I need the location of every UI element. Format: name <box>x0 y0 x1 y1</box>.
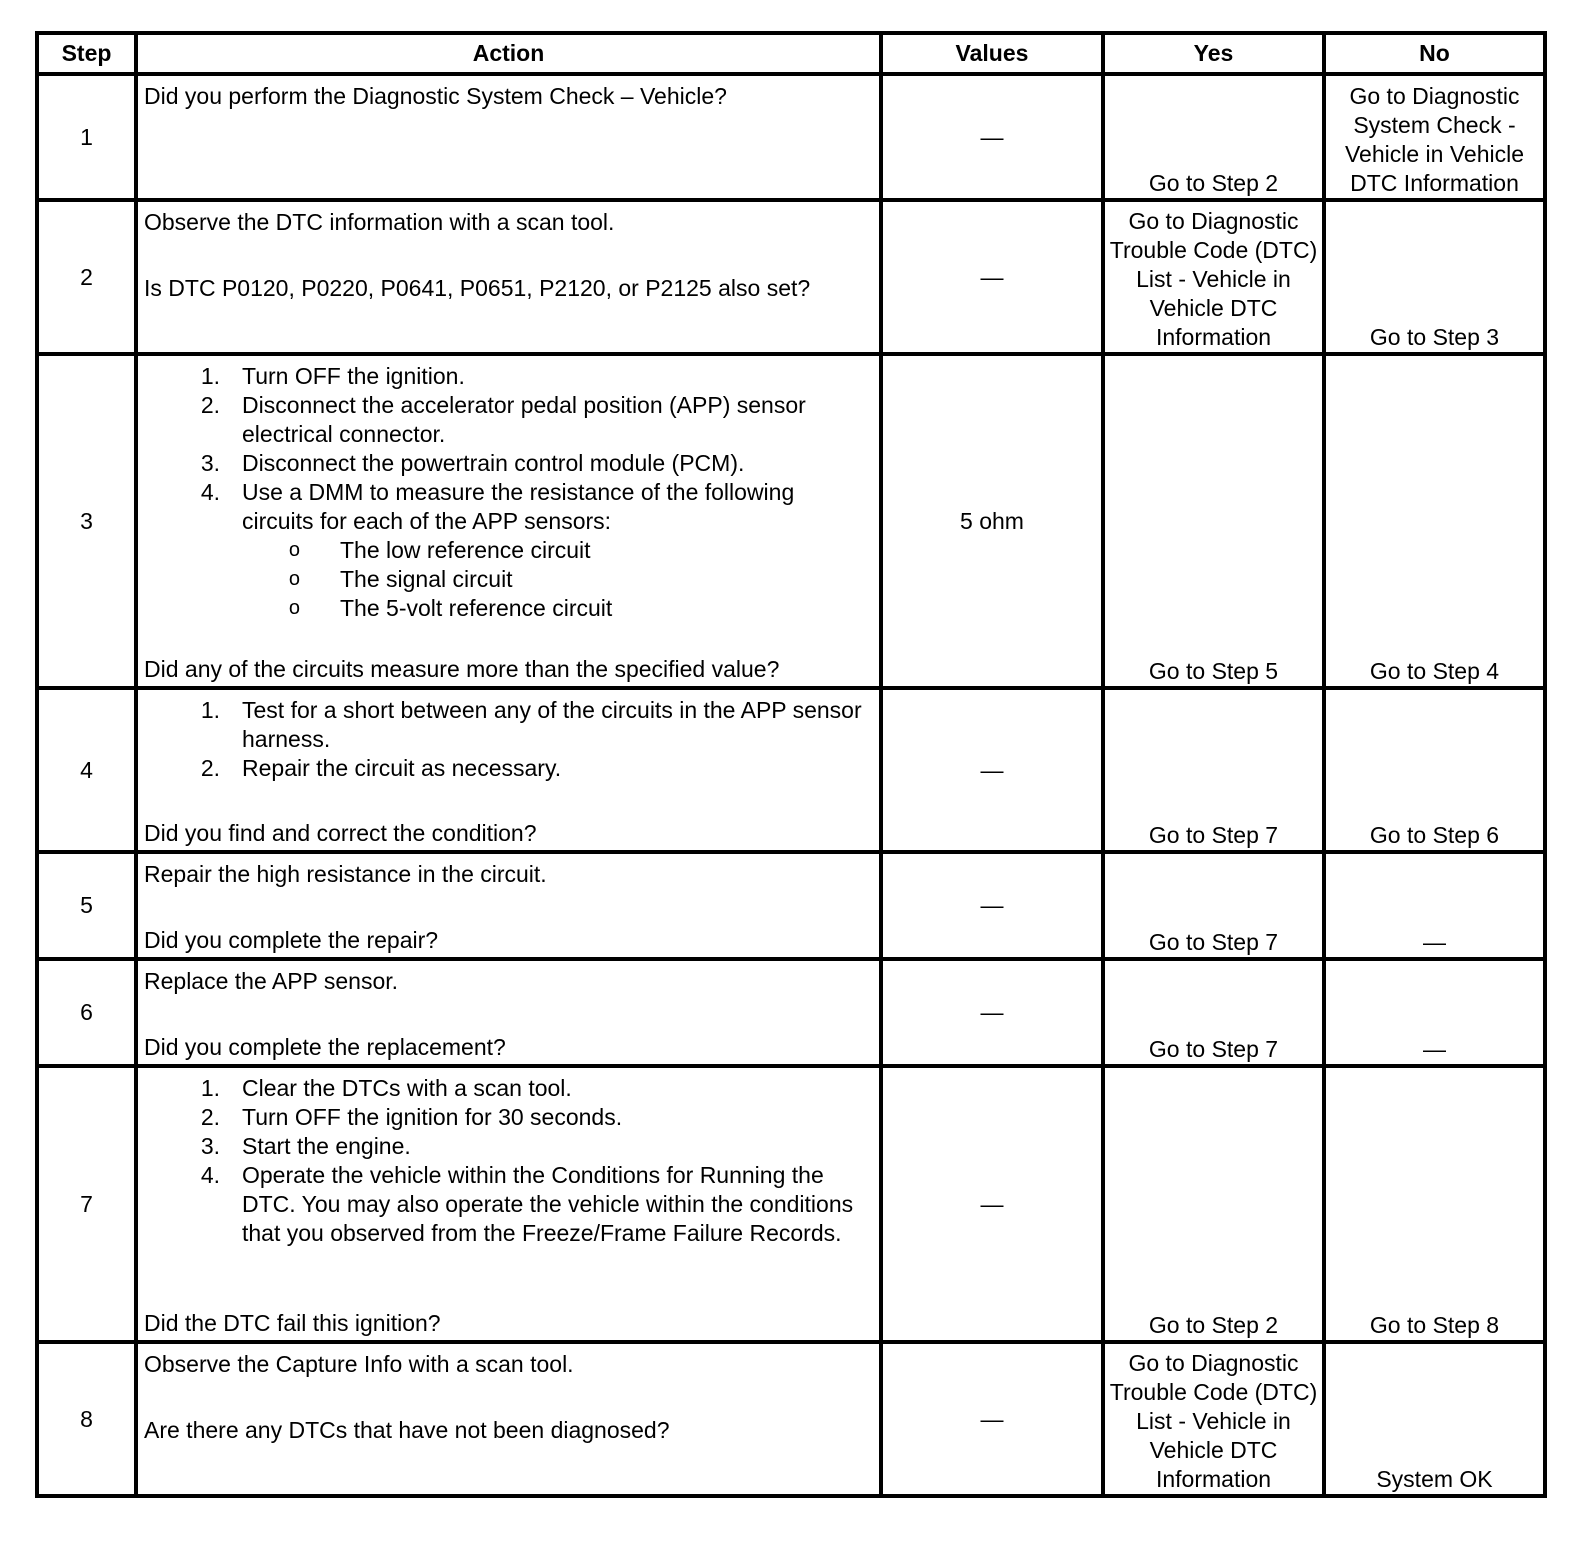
step-number: 2 <box>37 200 136 354</box>
list-number: 1. <box>200 697 220 723</box>
action-cell <box>136 959 881 1066</box>
action-cell <box>136 688 881 852</box>
no-cell: System OK <box>1324 1342 1545 1496</box>
list-number: 1. <box>200 1075 220 1101</box>
sub-list-item <box>144 536 873 565</box>
step-number: 3 <box>37 354 136 688</box>
no-cell: — <box>1324 852 1545 959</box>
header-values: Values <box>881 33 1103 74</box>
list-text: Turn OFF the ignition for 30 seconds. <box>242 1104 623 1130</box>
action-question: Did the DTC fail this ignition? <box>144 1310 441 1336</box>
list-text: Disconnect the accelerator pedal position (APP) sensor electrical connector. <box>242 392 806 447</box>
action-question: Did you complete the replacement? <box>144 1034 506 1060</box>
header-yes: Yes <box>1103 33 1324 74</box>
list-text: Turn OFF the ignition. <box>242 363 465 389</box>
list-item <box>144 362 873 391</box>
header-row <box>37 33 1545 74</box>
yes-cell: Go to Step 5 <box>1103 354 1324 688</box>
list-text: Use a DMM to measure the resistance of the following circuits for each of the APP sensors: <box>242 479 795 534</box>
table-row <box>37 1342 1545 1496</box>
header-no: No <box>1324 33 1545 74</box>
table-row <box>37 852 1545 959</box>
table-row <box>37 959 1545 1066</box>
action-intro: Repair the high resistance in the circuit. <box>144 861 547 887</box>
procedure-list <box>144 1074 873 1248</box>
list-text: The low reference circuit <box>340 537 591 563</box>
sub-list <box>144 536 873 623</box>
step-number: 4 <box>37 688 136 852</box>
values-cell: — <box>881 1342 1103 1496</box>
action-intro: Observe the DTC information with a scan tool. <box>144 209 615 235</box>
action-cell <box>136 74 881 200</box>
values-cell: 5 ohm <box>881 354 1103 688</box>
no-cell: Go to Step 6 <box>1324 688 1545 852</box>
action-intro: Did you perform the Diagnostic System Check – Vehicle? <box>144 83 727 109</box>
yes-cell: Go to Diagnostic Trouble Code (DTC) List - Vehicle in Vehicle DTC Information <box>1103 200 1324 354</box>
list-text: Test for a short between any of the circuits in the APP sensor harness. <box>242 697 862 752</box>
procedure-list <box>144 696 873 783</box>
yes-cell: Go to Diagnostic Trouble Code (DTC) List - Vehicle in Vehicle DTC Information <box>1103 1342 1324 1496</box>
table-row <box>37 354 1545 688</box>
step-number: 1 <box>37 74 136 200</box>
values-cell: — <box>881 688 1103 852</box>
no-cell: Go to Step 3 <box>1324 200 1545 354</box>
list-text: Start the engine. <box>242 1133 411 1159</box>
list-text: Operate the vehicle within the Conditions for Running the DTC. You may also operate the vehicle within the conditions that you observed from the Freeze/Frame Failure Records. <box>242 1162 854 1246</box>
list-item <box>144 478 873 536</box>
table-row <box>37 74 1545 200</box>
action-question: Is DTC P0120, P0220, P0641, P0651, P2120, or P2125 also set? <box>144 275 811 301</box>
yes-cell: Go to Step 7 <box>1103 959 1324 1066</box>
list-number: 2. <box>200 1104 220 1130</box>
step-number: 5 <box>37 852 136 959</box>
list-item <box>144 391 873 449</box>
step-number: 6 <box>37 959 136 1066</box>
action-cell <box>136 200 881 354</box>
bullet-icon: o <box>288 568 300 590</box>
list-item <box>144 1074 873 1103</box>
no-cell: Go to Step 8 <box>1324 1066 1545 1342</box>
list-number: 1. <box>200 363 220 389</box>
step-number: 7 <box>37 1066 136 1342</box>
no-cell: — <box>1324 959 1545 1066</box>
table-row <box>37 1066 1545 1342</box>
sub-list-item <box>144 594 873 623</box>
yes-cell: Go to Step 7 <box>1103 852 1324 959</box>
list-number: 2. <box>200 392 220 418</box>
action-question: Are there any DTCs that have not been diagnosed? <box>144 1417 670 1443</box>
action-cell <box>136 852 881 959</box>
list-text: Clear the DTCs with a scan tool. <box>242 1075 572 1101</box>
values-cell: — <box>881 200 1103 354</box>
list-number: 3. <box>200 1133 220 1159</box>
list-number: 3. <box>200 450 220 476</box>
no-cell: Go to Step 4 <box>1324 354 1545 688</box>
list-text: Disconnect the powertrain control module (PCM). <box>242 450 745 476</box>
no-cell: Go to Diagnostic System Check - Vehicle in Vehicle DTC Information <box>1324 74 1545 200</box>
action-cell <box>136 1342 881 1496</box>
action-intro: Replace the APP sensor. <box>144 968 399 994</box>
list-text: Repair the circuit as necessary. <box>242 755 562 781</box>
action-procedure <box>144 362 873 623</box>
action-cell <box>136 1066 881 1342</box>
values-cell: — <box>881 1066 1103 1342</box>
list-item <box>144 1103 873 1132</box>
list-item <box>144 1161 873 1248</box>
sub-list-item <box>144 565 873 594</box>
list-number: 4. <box>200 1162 220 1188</box>
list-item <box>144 754 873 783</box>
list-item <box>144 1132 873 1161</box>
values-cell: — <box>881 852 1103 959</box>
table-row <box>37 688 1545 852</box>
action-question: Did any of the circuits measure more than the specified value? <box>144 656 780 682</box>
diagnostic-table <box>35 31 1547 1498</box>
values-cell: — <box>881 959 1103 1066</box>
action-cell <box>136 354 881 688</box>
yes-cell: Go to Step 2 <box>1103 74 1324 200</box>
action-question: Did you complete the repair? <box>144 927 439 953</box>
step-number: 8 <box>37 1342 136 1496</box>
list-item <box>144 696 873 754</box>
list-number: 4. <box>200 479 220 505</box>
bullet-icon: o <box>288 597 300 619</box>
action-question: Did you find and correct the condition? <box>144 820 537 846</box>
list-number: 2. <box>200 755 220 781</box>
table-row <box>37 200 1545 354</box>
action-intro: Observe the Capture Info with a scan tool. <box>144 1351 574 1377</box>
list-text: The 5-volt reference circuit <box>340 595 613 621</box>
yes-cell: Go to Step 2 <box>1103 1066 1324 1342</box>
header-action: Action <box>136 33 881 74</box>
values-cell: — <box>881 74 1103 200</box>
list-text: The signal circuit <box>340 566 513 592</box>
procedure-list <box>144 362 873 536</box>
yes-cell: Go to Step 7 <box>1103 688 1324 852</box>
header-step: Step <box>37 33 136 74</box>
bullet-icon: o <box>288 539 300 561</box>
list-item <box>144 449 873 478</box>
